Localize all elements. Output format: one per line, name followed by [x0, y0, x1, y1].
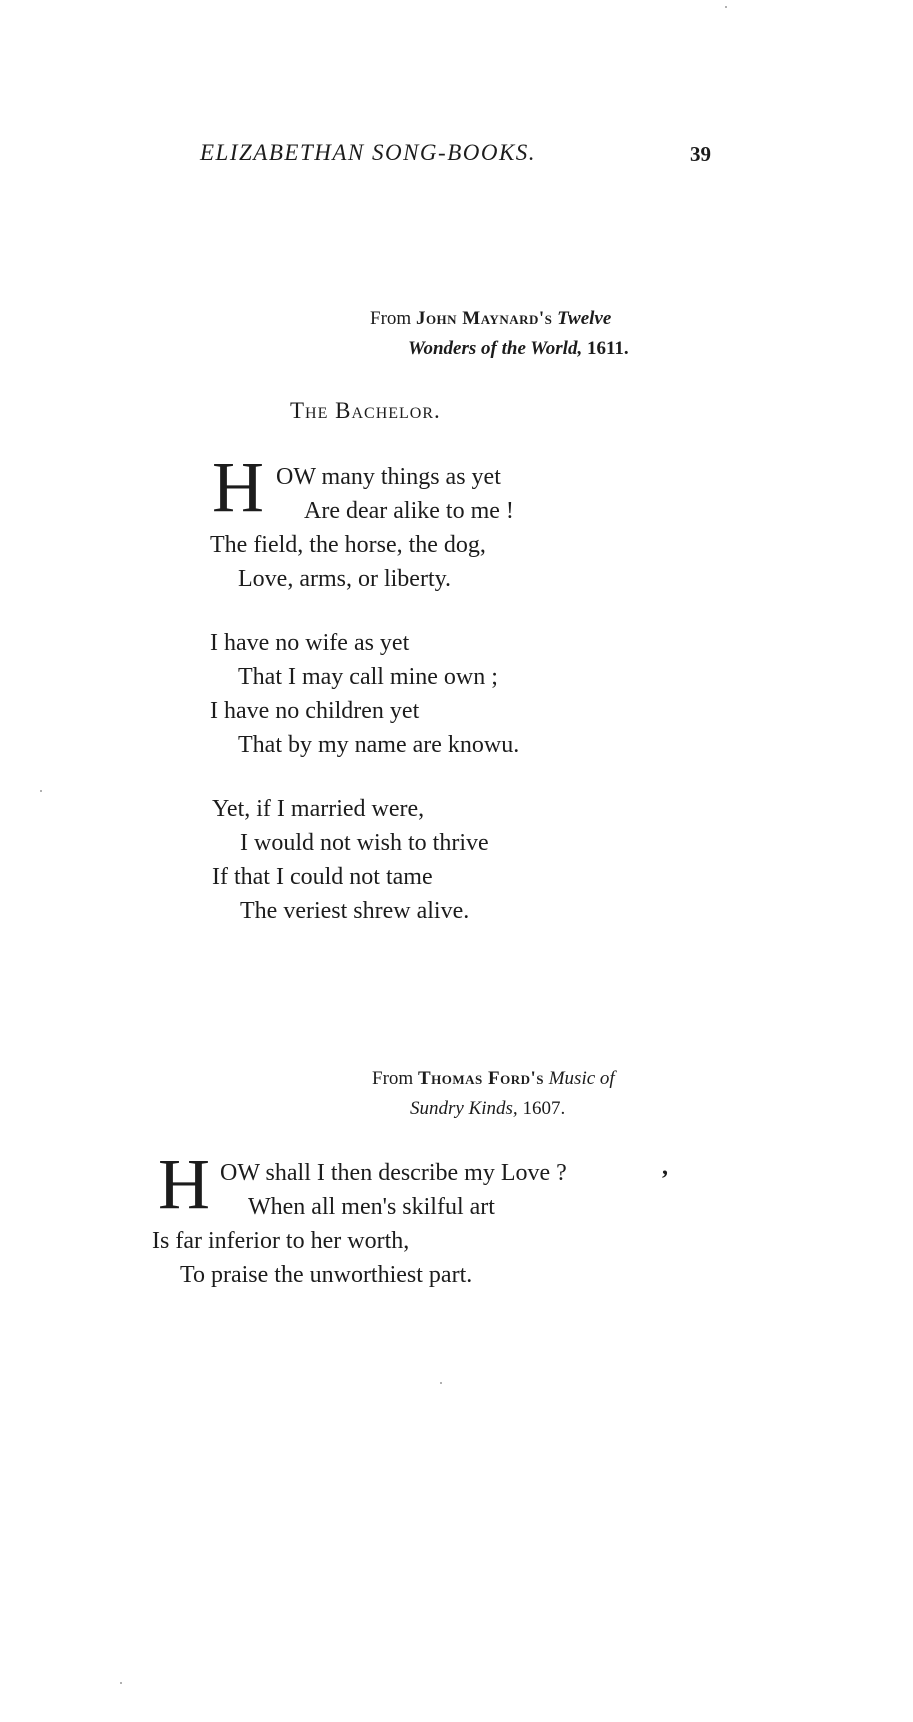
- verse-line: Are dear alike to me !: [304, 498, 514, 524]
- verse-line: I have no wife as yet: [210, 630, 410, 656]
- drop-cap: H: [158, 1144, 210, 1224]
- source-work: Twelve: [557, 308, 612, 329]
- print-speck: [40, 790, 42, 792]
- poem1-source-line2: [408, 334, 629, 364]
- print-speck: [725, 6, 727, 8]
- page-number: 39: [690, 142, 711, 166]
- poem2-source-line2: [410, 1094, 565, 1124]
- verse-line: When all men's skilful art: [248, 1194, 495, 1220]
- verse-line: Love, arms, or liberty.: [238, 566, 452, 592]
- verse-line: The field, the horse, the dog,: [210, 532, 486, 558]
- drop-cap: H: [212, 447, 264, 527]
- poem-title: The Bachelor.: [290, 398, 441, 423]
- source-prefix: From: [370, 308, 412, 329]
- verse-line: To praise the unworthiest part.: [180, 1262, 473, 1288]
- verse-line: I have no children yet: [210, 698, 420, 724]
- source-prefix: From: [372, 1068, 414, 1089]
- source-work: Music of: [548, 1068, 615, 1089]
- source-author: John Maynard's: [415, 308, 553, 329]
- stray-mark: ,: [662, 1154, 668, 1180]
- source-author: Thomas Ford's: [417, 1068, 544, 1089]
- poem1-source: [370, 304, 611, 334]
- verse-line: OW shall I then describe my Love ?: [220, 1160, 567, 1186]
- poem2-source: [372, 1064, 615, 1094]
- verse-line: Is far inferior to her worth,: [152, 1228, 410, 1254]
- source-work-cont: Wonders of the World,: [408, 338, 583, 359]
- print-speck: [440, 1382, 442, 1384]
- source-year: 1607.: [522, 1098, 566, 1119]
- source-work-cont: Sundry Kinds,: [410, 1098, 518, 1119]
- verse-line: If that I could not tame: [212, 864, 433, 890]
- verse-line: I would not wish to thrive: [240, 830, 489, 856]
- running-head: ELIZABETHAN SONG-BOOKS.: [200, 140, 537, 165]
- verse-line: OW many things as yet: [276, 464, 501, 490]
- verse-line: The veriest shrew alive.: [240, 898, 470, 924]
- source-year: 1611.: [586, 338, 629, 359]
- verse-line: That I may call mine own ;: [238, 664, 498, 690]
- print-speck: [120, 1682, 122, 1684]
- verse-line: That by my name are knowu.: [238, 732, 520, 758]
- verse-line: Yet, if I married were,: [212, 796, 425, 822]
